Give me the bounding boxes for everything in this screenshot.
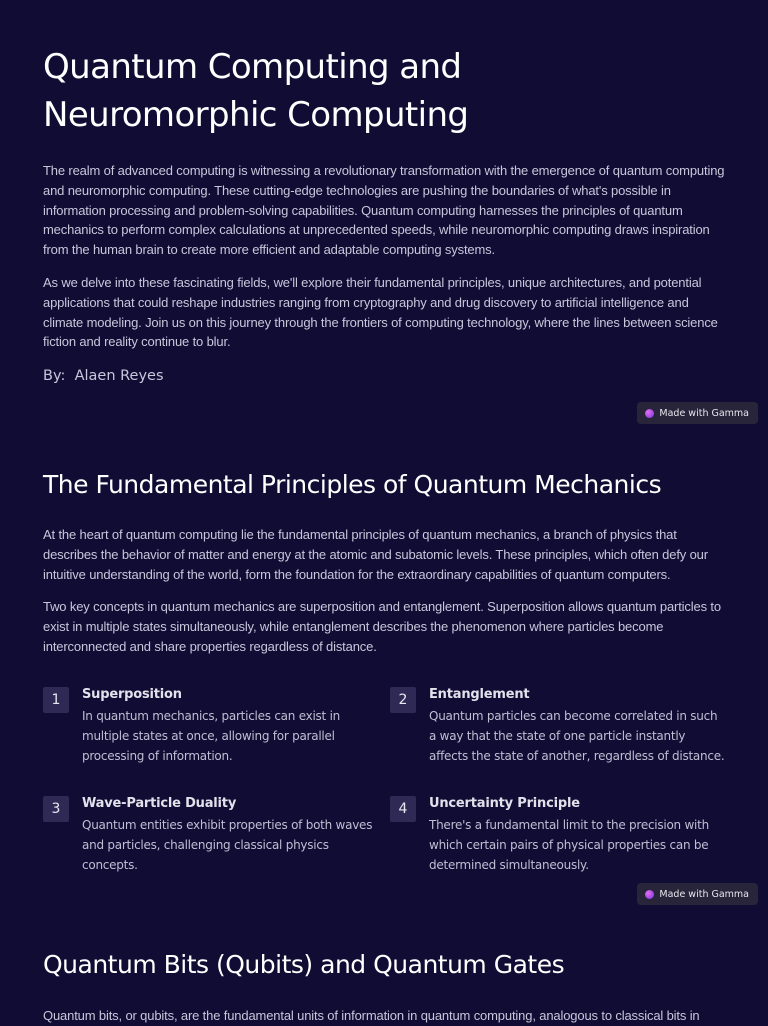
item-title: Superposition bbox=[82, 687, 182, 702]
list-item-entanglement bbox=[390, 686, 737, 795]
item-description: Quantum entities exhibit properties of both waves and particles, challenging classical physics concepts. bbox=[82, 818, 373, 872]
list-item-wave-particle-duality bbox=[43, 795, 390, 904]
made-with-gamma-badge[interactable] bbox=[637, 402, 758, 424]
section-heading-qubits: Quantum Bits (Qubits) and Quantum Gates bbox=[43, 950, 565, 979]
item-title: Uncertainty Principle bbox=[429, 796, 580, 811]
item-title: Entanglement bbox=[429, 687, 530, 702]
page-title-line1: Quantum Computing and bbox=[43, 47, 462, 87]
item-description: There's a fundamental limit to the precision with which certain pairs of physical properties can be determined simultaneously. bbox=[429, 818, 709, 872]
badge-label: Made with Gamma bbox=[659, 888, 749, 900]
item-number-badge: 4 bbox=[390, 796, 416, 822]
section-heading-principles: The Fundamental Principles of Quantum Mechanics bbox=[43, 470, 662, 499]
title-card bbox=[0, 0, 768, 430]
gamma-logo-icon bbox=[645, 409, 654, 418]
item-number-badge: 2 bbox=[390, 687, 416, 713]
item-title: Wave-Particle Duality bbox=[82, 796, 237, 811]
principles-card bbox=[0, 430, 768, 910]
intro-paragraph-1: The realm of advanced computing is witnessing a revolutionary transformation with the emergence of quantum computing and neuromorphic computing. These cutting-edge technologies are pushing the boundaries of what's possible in information processing and problem-solving capabilities. Quantum computing harnesses the principles of quantum mechanics to perform complex calculations at unprecedented speeds, while neuromorphic computing draws inspiration from the human brain to create more efficient and adaptable computing systems. bbox=[43, 163, 725, 258]
list-item-superposition bbox=[43, 686, 390, 795]
page-title-line2: Neuromorphic Computing bbox=[43, 95, 469, 135]
gamma-logo-icon bbox=[645, 890, 654, 899]
page-title bbox=[43, 43, 743, 139]
intro-paragraph-2: As we delve into these fascinating fields, we'll explore their fundamental principles, unique architectures, and potential applications that could reshape industries ranging from cryptography and drug discovery to artificial intelligence and climate modeling. Join us on this journey through the frontiers of computing technology, where the lines between science fiction and reality continue to blur. bbox=[43, 275, 718, 350]
qubits-paragraph: Quantum bits, or qubits, are the fundamental units of information in quantum computing, analogous to classical bits in bbox=[43, 1008, 700, 1023]
qubits-card bbox=[0, 910, 768, 1024]
item-description: Quantum particles can become correlated in such a way that the state of one particle instantly affects the state of another, regardless of distance. bbox=[429, 709, 725, 763]
item-number-badge: 3 bbox=[43, 796, 69, 822]
author-byline: By: Alaen Reyes bbox=[43, 368, 164, 384]
principles-paragraph-2: Two key concepts in quantum mechanics are superposition and entanglement. Superposition allows quantum particles to exist in multiple states simultaneously, while entanglement describes the phenomenon where particles become interconnected and share properties regardless of distance. bbox=[43, 599, 721, 654]
item-description: In quantum mechanics, particles can exist in multiple states at once, allowing for parallel processing of information. bbox=[82, 709, 341, 763]
made-with-gamma-badge[interactable] bbox=[637, 883, 758, 905]
badge-label: Made with Gamma bbox=[659, 407, 749, 419]
principles-list bbox=[43, 686, 737, 904]
principles-paragraph-1: At the heart of quantum computing lie the fundamental principles of quantum mechanics, a branch of physics that describes the behavior of matter and energy at the atomic and subatomic levels. These principles, which often defy our intuitive understanding of the world, form the foundation for the extraordinary capabilities of quantum computers. bbox=[43, 527, 708, 582]
item-number-badge: 1 bbox=[43, 687, 69, 713]
